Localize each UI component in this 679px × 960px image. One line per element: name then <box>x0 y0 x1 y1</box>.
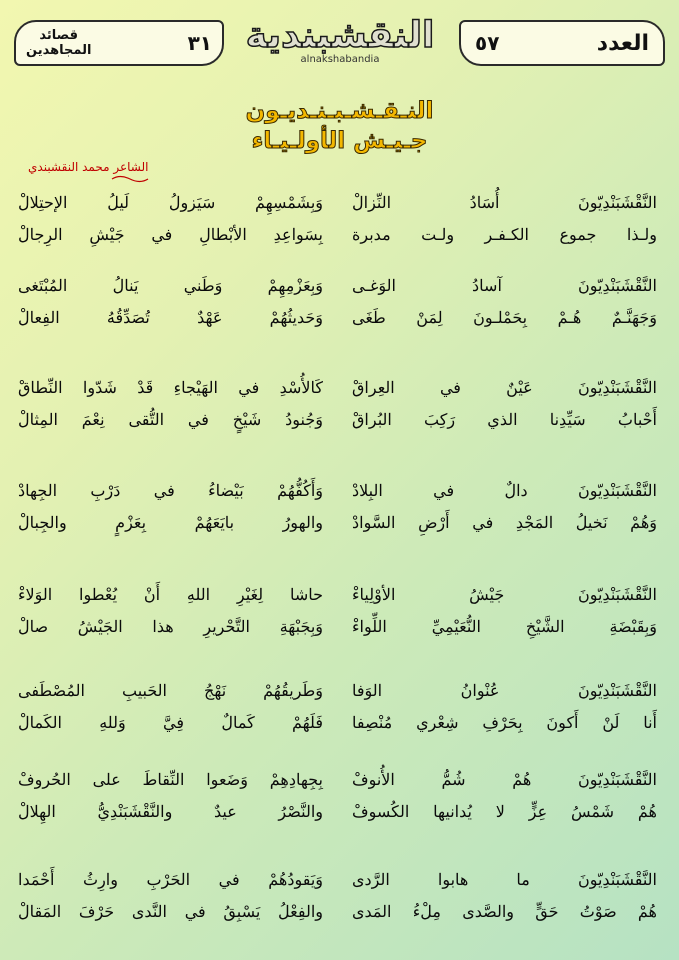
verse-left-first: وَطَريقُهُمْ نَهْجُ الحَبيبِ المُصْطَفى <box>18 681 323 700</box>
issue-number: ٥٧ <box>475 31 500 55</box>
verse-right-second: وَهُمْ نَخيلُ المَجْدِ في أَرْضِ السَّوادْ <box>352 513 657 532</box>
poem-body <box>0 186 679 946</box>
title-line-2: جـيـش الأولـيـاء <box>251 128 428 154</box>
poem-title <box>0 96 679 156</box>
stanza <box>0 474 679 544</box>
stanza <box>0 674 679 744</box>
stanza <box>0 578 679 648</box>
verse-left-second: وَبِجَبْهَةِ التَّحْريرِ هذا الجَيْشُ صالْ <box>18 617 323 636</box>
verse-right-second: وَبِقَبْضَةِ الشَّيْخِ النُّعَيْمِيِّ اللِّواءْ <box>352 617 657 636</box>
verse-right-second: ولـذا جموع الكـفـر ولـت مدبرة <box>352 225 657 244</box>
verse-left-first: وَبِعَزْمِهِمْ وَطَني يَنالُ المُبْتَغى <box>18 276 323 295</box>
verse-left-first: كَالأُسْدِ في الهَيْجاءِ قَدْ شَدّوا النِّطاقْ <box>18 378 323 397</box>
stanza <box>0 863 679 933</box>
verse-right-second: أَحْبابُ سَيِّدِنا الذي رَكِبَ البُراقْ <box>352 410 657 429</box>
verse-right-first: النَّقْشَبَنْدِيّونَ آسادُ الوَغـى <box>352 276 657 295</box>
verse-right-first: النَّقْشَبَنْدِيّونَ ما هابوا الرَّدى <box>352 870 657 889</box>
verse-right-first: النَّقْشَبَنْدِيّونَ هُمْ شُمُّ الأُنوفْ <box>352 770 657 789</box>
stanza <box>0 371 679 441</box>
verse-right-first: النَّقْشَبَنْدِيّونَ دالٌ في البِلادْ <box>352 481 657 500</box>
issue-label: العدد <box>596 30 649 56</box>
logo-text: النقشبندية <box>245 15 435 56</box>
section-page-banner <box>14 20 224 66</box>
section-name-line2: المجاهدين <box>26 43 92 58</box>
title-line-1: النـقـشـبـنـديـون <box>245 98 434 124</box>
section-name-line1: قصائد <box>39 28 78 43</box>
logo-url: alnakshabandia <box>300 54 380 65</box>
stanza <box>0 763 679 833</box>
verse-right-second: وَجَهَنَّـمٌ هُـمْ بِحَمْلـونَ لِمَنْ طَغَى <box>352 308 657 327</box>
verse-left-first: بِجِهادِهِمْ وَضَعوا النِّقاطَ على الحُروفْ <box>18 770 323 789</box>
verse-left-first: وَيَقودُهُمْ في الحَرْبِ وارِثُ أَحْمَدا <box>18 870 323 889</box>
verse-left-second: وَجُنودُ شَيْخٍ في التُّقى نِعْمَ المِثالْ <box>18 410 323 429</box>
verse-right-first: النَّقْشَبَنْدِيّونَ عَيْنٌ في العِراقْ <box>352 378 657 397</box>
verse-left-second: وَحَديثُهُمْ عَهْدٌ تُصَدِّقُهُ الفِعالْ <box>18 308 323 327</box>
issue-banner <box>459 20 665 66</box>
magazine-logo <box>244 14 436 76</box>
stanza <box>0 186 679 256</box>
verse-left-second: والفِعْلُ يَسْبِقُ في النَّدى حَرْفَ المَقالْ <box>18 902 323 921</box>
verse-left-first: وَبِشَمْسِهِمْ سَيَزولُ لَيلُ الإحتِلالْ <box>18 193 323 212</box>
verse-right-first: النَّقْشَبَنْدِيّونَ أُسَادُ النِّزالْ <box>352 193 657 212</box>
stanza <box>0 269 679 339</box>
verse-right-second: هُمْ شَمْسُ عِزٍّ لا يُدانيها الكُسوفْ <box>352 802 657 821</box>
verse-left-second: فَلَهُمْ كَمالٌ فِيَّ وَللهِ الكَمالْ <box>18 713 323 732</box>
verse-right-first: النَّقْشَبَنْدِيّونَ عُنْوانُ الوَفا <box>352 681 657 700</box>
flourish-icon <box>110 174 150 184</box>
verse-left-second: بِسَواعِدِ الأبْطالِ في جَيْشِ الرِجالْ <box>18 225 323 244</box>
verse-right-second: هُمْ صَوْتُ حَقٍّ والصَّدى مِلْءُ المَدى <box>352 902 657 921</box>
verse-right-second: أَنا لَنْ أَكونَ بِحَرْفِ شِعْري مُنْصِفا <box>352 713 657 732</box>
author-credit: الشاعر محمد النقشبندي <box>28 160 149 174</box>
page-number: ٣١ <box>187 31 212 55</box>
verse-left-first: وَأَكُفُّهُمْ بَيْضاءُ في دَرْبِ الجِهادْ <box>18 481 323 500</box>
verse-left-second: والهورُ بايَعَهُمْ بِعَزْمٍ والجِبالْ <box>18 513 323 532</box>
verse-left-second: والنَّصْرُ عيدٌ والنَّقْشَبَنْدِيُّ الهِلالْ <box>18 802 323 821</box>
verse-left-first: حاشا لِغَيْرِ اللهِ أَنْ يُعْطوا الوَلاءْ <box>18 585 323 604</box>
verse-right-first: النَّقْشَبَنْدِيّونَ جَيْشُ الأوْلِياءْ <box>352 585 657 604</box>
section-name <box>26 28 91 58</box>
